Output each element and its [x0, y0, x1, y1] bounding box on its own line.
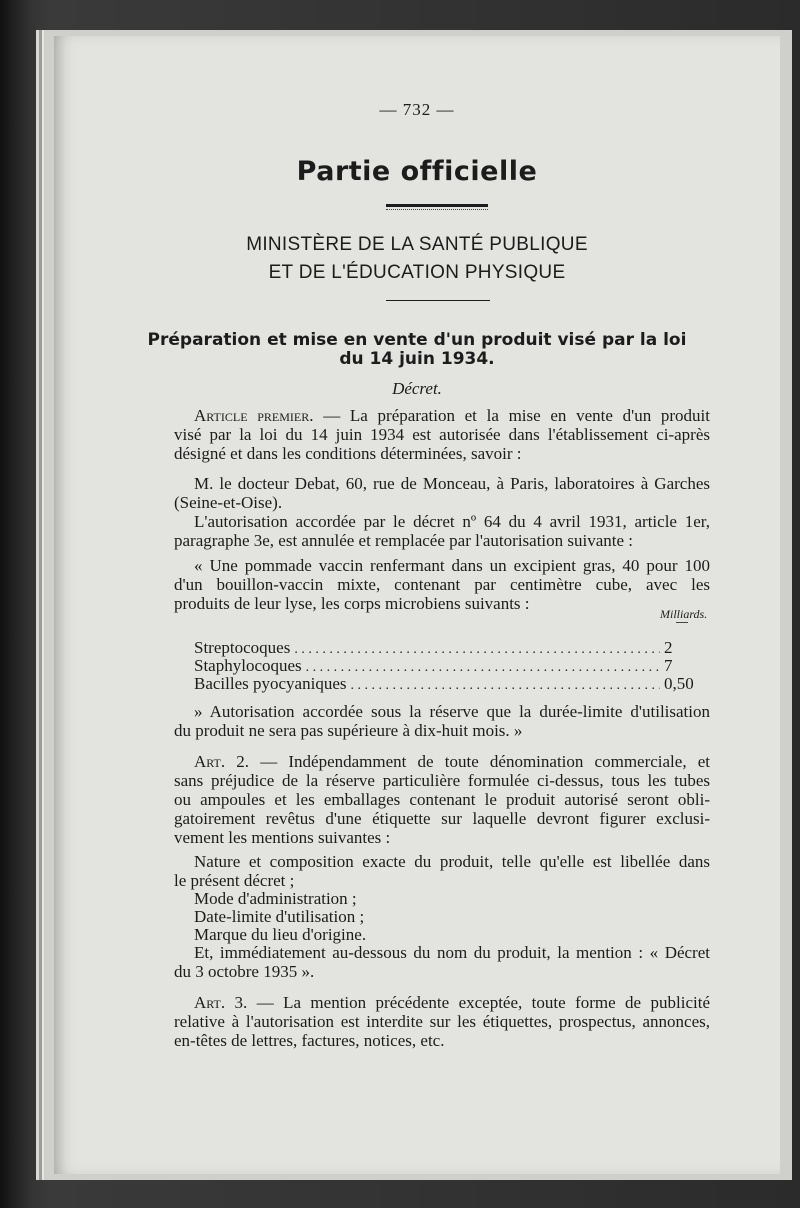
- decree-label: Décret.: [392, 379, 442, 398]
- unit-label: Milliards.: [660, 607, 708, 621]
- article1-line: désigné et dans les conditions déterminées, savoir :: [174, 444, 522, 463]
- composition-row: [194, 674, 726, 694]
- article1-line: — La préparation et la mise en vente d'un produit: [313, 406, 710, 425]
- replacement-line: paragraphe 3e, est annulée et remplacée par l'autorisation suivante :: [174, 531, 634, 550]
- document-page: [54, 36, 780, 1174]
- mention-line: Mode d'administration ;: [194, 889, 357, 908]
- product-line: d'un bouillon-vaccin mixte, contenant par centimètre cube, avec les: [174, 575, 710, 594]
- decree-heading-line-1: Préparation et mise en vente d'un produit visé par la loi: [147, 330, 687, 350]
- article1-first-line: [194, 406, 710, 426]
- mention-line: Nature et composition exacte du produit, telle qu'elle est libellée dans: [194, 852, 710, 871]
- closing-line: » Autorisation accordée sous la réserve que la durée-limite d'utilisation: [194, 702, 710, 721]
- article2-line: vement les mentions suivantes :: [174, 828, 391, 847]
- holder-line: M. le docteur Debat, 60, rue de Monceau, à Paris, laboratoires à Garches: [194, 474, 710, 493]
- mention-line: Marque du lieu d'origine.: [194, 925, 367, 944]
- article2-line: ou ampoules et les emballages contenant le produit autorisé seront obli-: [174, 790, 710, 809]
- article1-line: visé par la loi du 14 juin 1934 est autorisée dans l'établissement ci-après: [174, 425, 710, 444]
- title-rule: [386, 204, 488, 207]
- dot-leader: [351, 678, 661, 694]
- mention-line: le présent décret ;: [174, 871, 295, 890]
- article3-label: Art. 3.: [194, 993, 248, 1012]
- mention-line: Et, immédiatement au-dessous du nom du produit, la mention : « Décret: [194, 943, 710, 962]
- composition-value: 7: [664, 656, 673, 675]
- article1-label: Article premier.: [194, 406, 314, 425]
- composition-row: [194, 638, 726, 658]
- product-line: produits de leur lyse, les corps microbiens suivants :: [174, 594, 530, 613]
- ministry-line-1: MINISTÈRE DE LA SANTÉ PUBLIQUE: [246, 234, 588, 255]
- title-rule-dotted: [386, 209, 488, 210]
- mention-line: du 3 octobre 1935 ».: [174, 962, 315, 981]
- article3-first-line: [194, 993, 710, 1013]
- composition-value: 2: [664, 638, 673, 657]
- composition-name: Streptocoques: [194, 638, 291, 657]
- closing-line: du produit ne sera pas supérieure à dix-huit mois. »: [174, 721, 523, 740]
- composition-name: Staphylocoques: [194, 656, 302, 675]
- ministry-rule: [386, 300, 490, 301]
- article3-line: — La mention précédente exceptée, toute forme de publicité: [247, 993, 710, 1012]
- article2-line: — Indépendamment de toute dénomination commerciale, et: [249, 752, 711, 771]
- article3-line: relative à l'autorisation est interdite sur les étiquettes, prospectus, annonces,: [174, 1012, 710, 1031]
- composition-row: [194, 656, 726, 676]
- decree-heading-line-2: du 14 juin 1934.: [339, 349, 495, 369]
- holder-line: (Seine-et-Oise).: [174, 493, 283, 512]
- page-title: Partie officielle: [296, 156, 538, 187]
- article2-line: gatoirement revêtus d'une étiquette sur laquelle devront figurer exclusi-: [174, 809, 710, 828]
- article2-first-line: [194, 752, 710, 772]
- unit-dash: [676, 622, 688, 623]
- article2-label: Art. 2.: [194, 752, 250, 771]
- composition-value: 0,50: [664, 674, 694, 693]
- article3-line: en-têtes de lettres, factures, notices, etc.: [174, 1031, 445, 1050]
- page-number: — 732 —: [379, 100, 455, 119]
- mention-line: Date-limite d'utilisation ;: [194, 907, 365, 926]
- article2-line: sans préjudice de la réserve particulière formulée ci-dessus, tous les tubes: [174, 771, 710, 790]
- ministry-line-2: ET DE L'ÉDUCATION PHYSIQUE: [268, 262, 566, 283]
- composition-name: Bacilles pyocyaniques: [194, 674, 347, 693]
- replacement-line: L'autorisation accordée par le décret nº 64 du 4 avril 1931, article 1er,: [194, 512, 710, 531]
- product-line: « Une pommade vaccin renfermant dans un excipient gras, 40 pour 100: [194, 556, 710, 575]
